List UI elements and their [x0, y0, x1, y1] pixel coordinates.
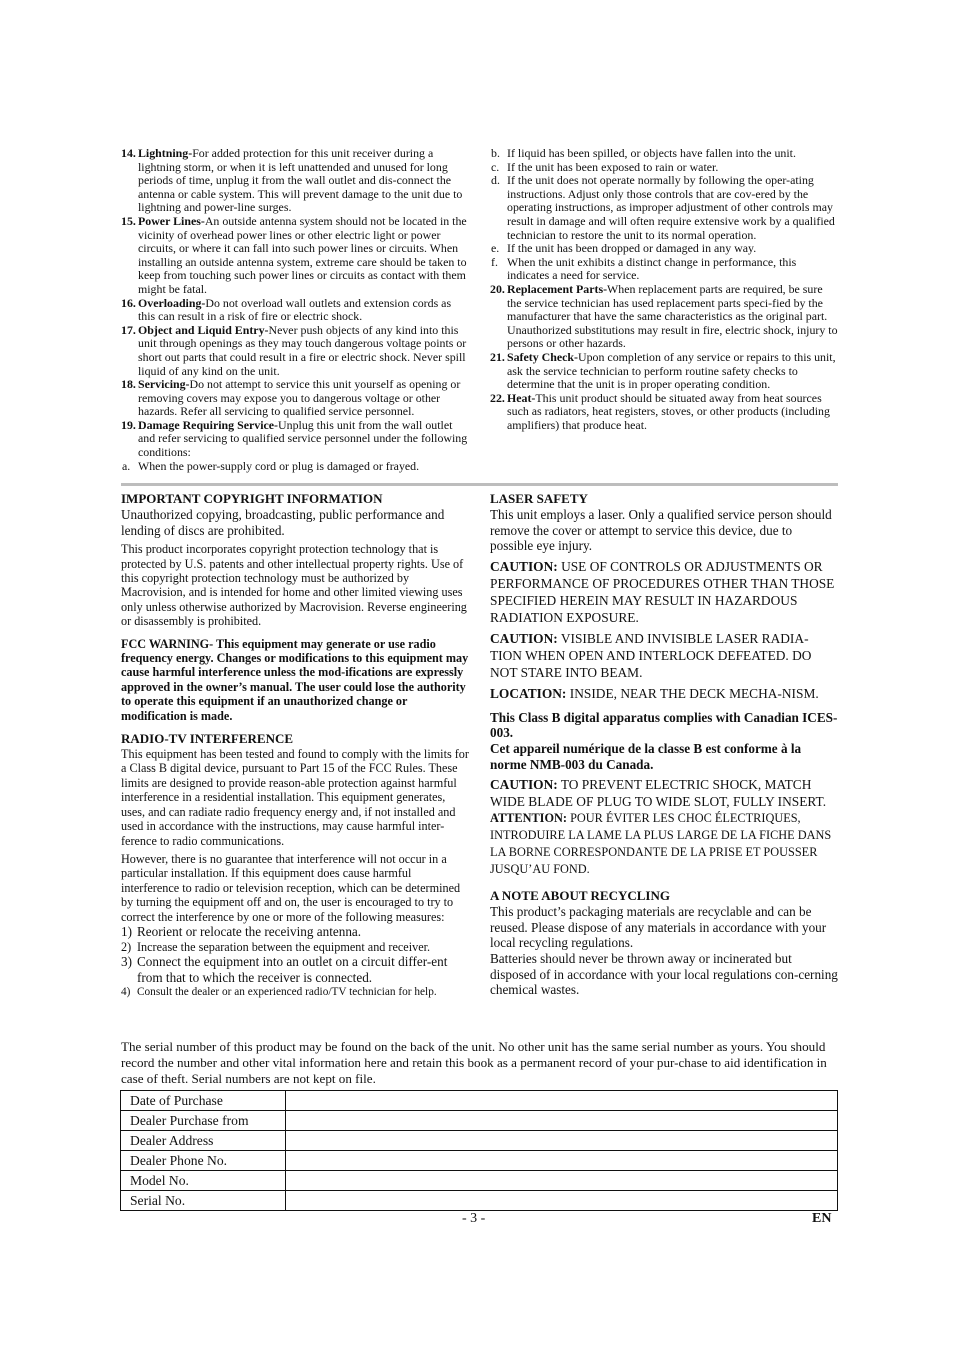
measure-item [121, 985, 471, 999]
serial-number-note: The serial number of this product may be found on the back of the unit. No other unit has the same serial number as yours. You should record the number and other vital information here and retain this book as a permanent record of your pur-chase to aid identification in case of theft. Serial numbers are not kept on file. [121, 1039, 827, 1086]
item-text: Do not overload wall outlets and extension cords as this can result in a risk of fire or electric shock. [138, 295, 452, 324]
item-text: Upon completion of any service or repairs to this unit, ask the service technician to perform routine safety checks to determine that the unit is in proper operating condition. [507, 349, 836, 392]
item-number: 20. [490, 281, 505, 296]
condition-item [490, 256, 838, 283]
safety-item [121, 297, 471, 324]
item-number: 21. [490, 349, 505, 364]
table-row [121, 1151, 838, 1171]
fcc-warning: FCC WARNING- This equipment may generate or use radio frequency energy. Changes or modifications to this equipment may cause harmful interference unless the mod-ifications are expressly approved in the owner’s manual. The user could lose the authority to operate this equipment if an unauthorized change or modification is made. [121, 636, 469, 723]
attention-text: POUR ÉVITER LES CHOC ÉLECTRIQUES, INTRODUIRE LA LAME LA PLUS LARGE DE LA FICHE DANS LA BORNE CORRESPONDANTE DE LA PRISE ET POUSSER JUSQU’AU FOND. [490, 811, 832, 877]
measure-item [121, 940, 471, 954]
condition-text: When the power-supply cord or plug is damaged or frayed. [138, 458, 420, 473]
safety-item [490, 283, 838, 351]
measure-text: Connect the equipment into an outlet on a circuit differ-ent from that to which the receiver is connected. [137, 953, 448, 985]
condition-item [490, 174, 838, 242]
measure-item [121, 924, 471, 940]
measure-number: 2) [121, 939, 132, 954]
measure-number: 4) [121, 986, 131, 999]
info-column-left [121, 491, 471, 1000]
measure-number: 3) [121, 953, 132, 969]
measure-text: Reorient or relocate the receiving antenna. [137, 923, 362, 939]
item-title: Safety Check- [507, 349, 579, 364]
condition-letter: b. [491, 146, 500, 160]
item-number: 14. [121, 146, 136, 160]
safety-item [121, 324, 471, 378]
condition-text: If the unit has been exposed to rain or water. [507, 159, 719, 174]
item-title: Power Lines- [138, 213, 205, 228]
field-label: Model No. [121, 1171, 286, 1191]
field-value-blank [286, 1131, 838, 1151]
item-text: Unplug this unit from the wall outlet and refer servicing to qualified service personnel under the following conditions: [138, 417, 468, 460]
plug-attention [490, 810, 838, 878]
safety-list-left [121, 147, 471, 460]
caution-text: USE OF CONTROLS OR ADJUSTMENTS OR PERFORMANCE OF PROCEDURES OTHER THAN THOSE SPECIFIED HEREIN MAY RESULT IN HAZARDOUS RADIATION EXPOSURE. [490, 558, 835, 625]
condition-text: If the unit has been dropped or damaged in any way. [507, 241, 757, 256]
copyright-protection-text: This product incorporates copyright protection technology that is protected by U.S. patents and other intellectual property rights. Use of this copyright protection technology must be authorized by Macrovision, and is intended for home and other limited viewing uses only unless otherwise authorized by Macrovision. Reverse engineering or disassembly is prohibited. [121, 542, 467, 629]
item-number: 16. [121, 295, 136, 310]
field-value-blank [286, 1171, 838, 1191]
caution-label: CAUTION: [490, 558, 558, 574]
safety-instructions-right [490, 147, 838, 432]
purchase-record-table [120, 1090, 838, 1211]
field-label: Serial No. [121, 1191, 286, 1211]
item-text: When replacement parts are required, be sure the service technician has used replacement parts speci-fied by the manufacturer that have the same characteristics as the original part. Unauthorized substitutions may result in fire, electric shock, injury to persons or other hazards. [507, 281, 838, 351]
radio-tv-heading: RADIO-TV INTERFERENCE [121, 731, 294, 747]
item-title: Replacement Parts- [507, 281, 608, 296]
safety-item [121, 419, 471, 460]
table-row [121, 1171, 838, 1191]
batteries-text: Batteries should never be thrown away or incinerated but disposed of in accordance with your local regulations con-cerning chemical wastes. [490, 950, 838, 998]
radio-tv-text: This equipment has been tested and found to comply with the limits for a Class B digital device, pursuant to Part 15 of the FCC Rules. These limits are designed to provide reason-able protection against harmful interference in a residential installation. This equipment generates, uses, and can radiate radio frequency energy and, if not installed and used in accordance with the instructions, may cause harmful inter-ference to radio communications. [121, 747, 469, 848]
item-text: For added protection for this unit receiver during a lightning storm, or when it is left unattended and unused for long periods of time, unplug it from the wall outlet and dis-connect the antenna or cable system. This will prevent damage to the unit due to lightning and power-line surges. [138, 146, 463, 215]
measure-item [121, 954, 471, 985]
caution-label: CAUTION: [490, 777, 558, 793]
field-label: Dealer Phone No. [121, 1151, 286, 1171]
item-number: 22. [490, 390, 505, 405]
item-title: Servicing- [138, 377, 190, 392]
condition-item [490, 161, 838, 175]
caution-text: TO PREVENT ELECTRIC SHOCK, MATCH WIDE BLADE OF PLUG TO WIDE SLOT, FULLY INSERT. [490, 777, 827, 810]
item-title: Damage Requiring Service- [138, 417, 279, 432]
condition-letter: f. [491, 254, 498, 269]
field-label: Dealer Purchase from [121, 1111, 286, 1131]
item-title: Object and Liquid Entry- [138, 322, 269, 337]
laser-caution-2 [490, 630, 838, 681]
info-column-right [490, 491, 838, 998]
canada-compliance-en: This Class B digital apparatus complies with Canadian ICES-003. [490, 709, 838, 741]
field-value-blank [286, 1191, 838, 1211]
caution-label: CAUTION: [490, 630, 558, 646]
item-number: 15. [121, 213, 136, 228]
condition-item [490, 147, 838, 161]
safety-item [121, 147, 471, 215]
laser-caution-1 [490, 558, 838, 626]
condition-letter: d. [491, 173, 500, 188]
item-title: Heat- [507, 390, 536, 405]
section-divider [121, 483, 838, 486]
canada-compliance-fr: Cet appareil numérique de la classe B est conforme à la norme NMB-003 du Canada. [490, 740, 802, 772]
field-label: Dealer Address [121, 1131, 286, 1151]
condition-text: If liquid has been spilled, or objects have fallen into the unit. [507, 146, 796, 160]
interference-measures-list [121, 924, 471, 1000]
radio-tv-guarantee-text: However, there is no guarantee that interference will not occur in a particular installation. If this equipment does cause harmful interference to radio or television reception, which can be determined by turning the equipment off and on, the user is encouraged to try to correct the interference by one or more of the following measures: [121, 851, 461, 924]
plug-caution [490, 776, 838, 810]
item-number: 18. [121, 377, 136, 392]
laser-location [490, 685, 838, 702]
safety-item [121, 378, 471, 419]
condition-letter: e. [491, 241, 500, 256]
measure-text: Consult the dealer or an experienced radio/TV technician for help. [137, 986, 437, 999]
safety-instructions-left [121, 147, 471, 473]
location-text: INSIDE, NEAR THE DECK MECHA-NISM. [569, 685, 819, 701]
safety-item [490, 392, 838, 433]
condition-text: If the unit does not operate normally by following the oper-ating instructions. Adjust only those controls that are cov-ered by the operating instructions, as improper adjustment of other controls may result in damage and will often require extensive work by a qualified technician to restore the unit to its normal operation. [507, 173, 835, 242]
laser-safety-heading: LASER SAFETY [490, 491, 588, 506]
condition-item [121, 460, 471, 474]
laser-safety-text: This unit employs a laser. Only a qualified service person should remove the cover or attempt to service this device, due to possible eye injury. [490, 507, 832, 554]
safety-item [121, 215, 471, 297]
item-text: Do not attempt to service this unit yourself as opening or removing covers may expose you to dangerous voltage or other hazards. Refer all servicing to qualified service personnel. [138, 377, 461, 419]
copyright-heading: IMPORTANT COPYRIGHT INFORMATION [121, 491, 383, 506]
page-number: - 3 - [462, 1211, 486, 1226]
item-number: 19. [121, 417, 136, 432]
field-value-blank [286, 1151, 838, 1171]
item-title: Lightning- [138, 146, 193, 160]
table-row [121, 1131, 838, 1151]
condition-item [490, 242, 838, 256]
measure-number: 1) [121, 923, 132, 939]
item-text: Never push objects of any kind into this unit through openings as they may touch dangerous voltage points or short out parts that could result in a fire or electric shock. Never spill liquid of any kind on the unit. [138, 322, 467, 378]
item-text: An outside antenna system should not be located in the vicinity of overhead power lines or other electric light or power circuits, or where it can fall into such power lines or circuits. When installing an outside antenna system, extreme care should be taken to keep from touching such power lines or circuits as contact with them might be fatal. [138, 213, 467, 296]
field-value-blank [286, 1111, 838, 1131]
language-marker: EN [812, 1211, 832, 1226]
item-number: 17. [121, 322, 136, 337]
field-value-blank [286, 1091, 838, 1111]
condition-letter: c. [491, 159, 500, 174]
caution-text: VISIBLE AND INVISIBLE LASER RADIA-TION WHEN OPEN AND INTERLOCK DEFEATED. DO NOT STARE INTO BEAM. [490, 630, 812, 680]
condition-text: When the unit exhibits a distinct change in performance, this indicates a need for service. [507, 254, 797, 283]
condition-letter: a. [122, 458, 131, 473]
item-text: This unit product should be situated away from heat sources such as radiators, heat registers, stoves, or other products (including amplifiers) that produce heat. [507, 390, 830, 432]
table-row [121, 1191, 838, 1211]
field-label: Date of Purchase [121, 1091, 286, 1111]
copyright-text: Unauthorized copying, broadcasting, public performance and lending of discs are prohibited. [121, 507, 445, 538]
attention-label: ATTENTION: [490, 811, 567, 826]
recycling-text: This product’s packaging materials are recyclable and can be reused. Please dispose of any materials in accordance with your local recycling regulations. [490, 904, 827, 951]
location-label: LOCATION: [490, 685, 567, 701]
item-title: Overloading- [138, 295, 206, 310]
table-row [121, 1091, 838, 1111]
recycling-heading: A NOTE ABOUT RECYCLING [490, 888, 670, 904]
measure-text: Increase the separation between the equipment and receiver. [137, 939, 431, 954]
safety-item [490, 351, 838, 392]
table-row [121, 1111, 838, 1131]
